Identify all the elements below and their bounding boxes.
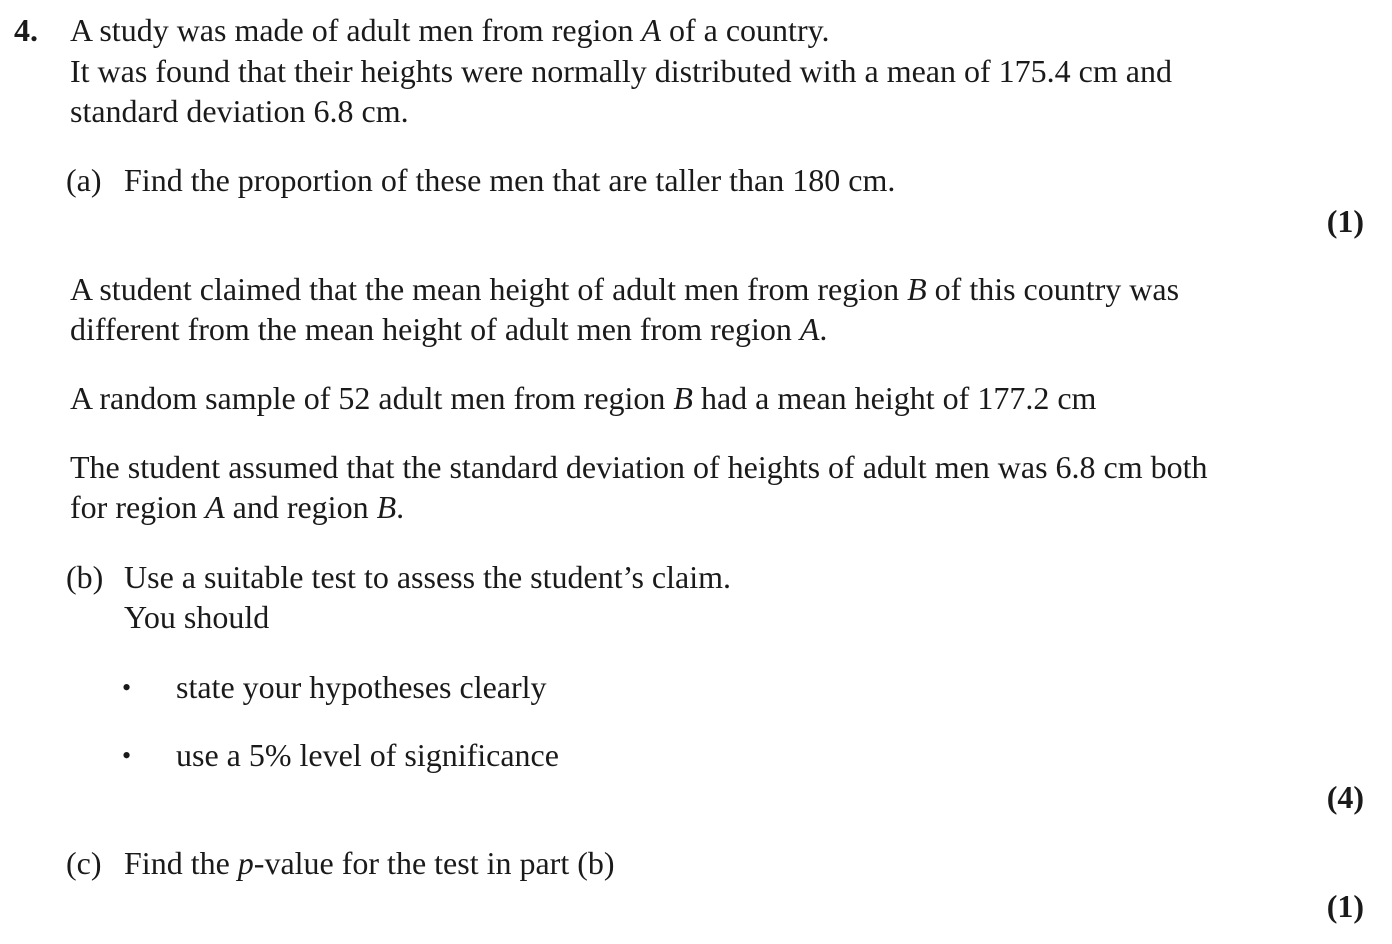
part-b-label: (b) xyxy=(66,559,104,595)
part-a-label: (a) xyxy=(66,162,102,198)
context-p3-line-1: The student assumed that the standard deviation of heights of adult men was 6.8 cm both xyxy=(70,449,1208,485)
part-b-marks: (4) xyxy=(1326,779,1364,815)
part-c-marks: (1) xyxy=(1326,888,1364,924)
bullet-2-icon: • xyxy=(122,741,132,770)
part-a-text: Find the proportion of these men that are taller than 180 cm. xyxy=(124,162,896,198)
part-b-line-1: Use a suitable test to assess the student’s claim. xyxy=(124,559,731,595)
context-p1-line-2: different from the mean height of adult men from region A. xyxy=(70,311,828,347)
context-p2-line-1: A random sample of 52 adult men from region B had a mean height of 177.2 cm xyxy=(70,380,1097,416)
bullet-1-icon: • xyxy=(122,673,132,702)
part-b-line-2: You should xyxy=(124,599,270,635)
part-c-label: (c) xyxy=(66,845,102,881)
part-c-text: Find the p-value for the test in part (b) xyxy=(124,845,615,881)
context-p1-line-1: A student claimed that the mean height of adult men from region B of this country was xyxy=(70,271,1180,307)
part-b-bullet-2: use a 5% level of significance xyxy=(176,737,559,773)
intro-line-3: standard deviation 6.8 cm. xyxy=(70,93,409,129)
part-a-marks: (1) xyxy=(1326,203,1364,239)
part-b-bullet-1: state your hypotheses clearly xyxy=(176,669,547,705)
question-number: 4. xyxy=(14,12,38,48)
intro-line-2: It was found that their heights were normally distributed with a mean of 175.4 cm and xyxy=(70,53,1172,89)
intro-line-1: A study was made of adult men from region A of a country. xyxy=(70,12,830,48)
context-p3-line-2: for region A and region B. xyxy=(70,489,405,525)
